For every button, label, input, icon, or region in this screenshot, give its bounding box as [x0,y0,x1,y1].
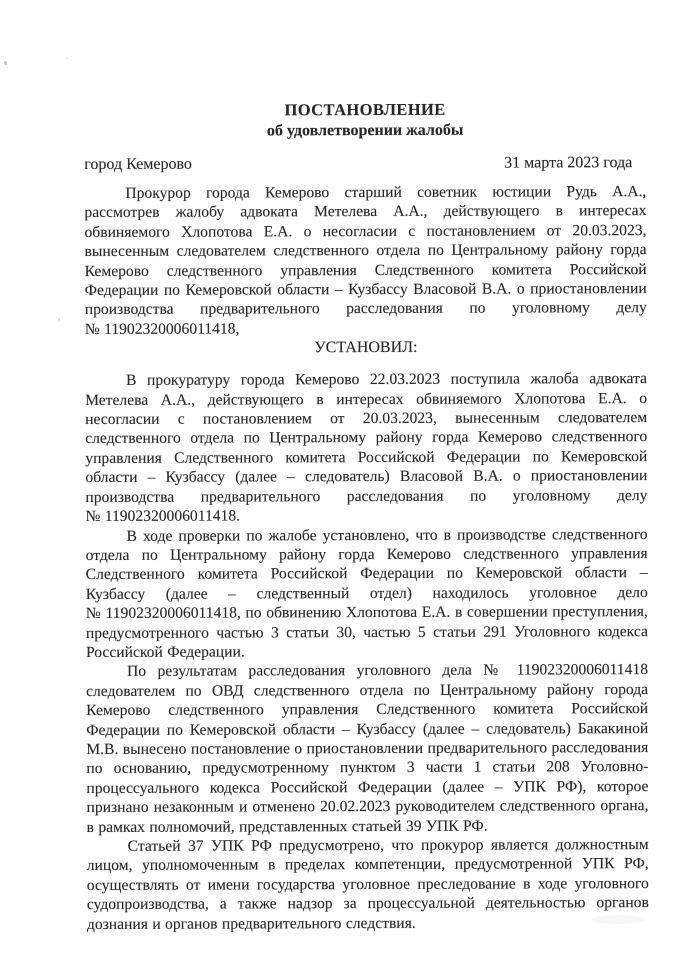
place-date-row [84,153,646,175]
scan-speck [4,61,7,65]
body-paragraph-4: Статьей 37 УПК РФ предусмотрено, что прокурор является должностным лицом, уполномоченным в пределах компетенции, предусмотренной УПК РФ, осуществлять от имени государства уголовное преследование в ходе уголовного судопроизводства, а также надзор за процессуальной деятельностью органов дознания и органов предварительного следствия. [86,836,649,933]
body-paragraph-2: В ходе проверки по жалобе установлено, что в производстве следственного отдела по Центральному району горда Кемерово следственного управления Следственного комитета Российской Федерации по Кемеровской области – Кузбассу (далее – следственный отдел) находилось уголовное дело № 11902320006011418, по обвинению Хлопотова Е.А. в совершении преступления, предусмотренного частью 3 статьи 30, частью 5 статьи 291 Уголовного кодекса Российской Федерации. [85,525,648,661]
body-paragraph-1: В прокуратуру города Кемерово 22.03.2023 поступила жалоба адвоката Метелева А.А., действующего в интересах обвиняемого Хлопотова Е.А. о несогласии с постановлением от 20.03.2023, вынесенным следователем следственного отдела по Центральному району горда Кемерово следственного управления Следственного комитета Российской Федерации по Кемеровской области – Кузбассу (далее – следователь) Власовой В.А. о приостановлении производства предварительного расследования по уголовному делу № 11902320006011418. [85,370,648,526]
document-content [84,98,649,934]
document-subtitle: об удовлетворении жалобы [266,121,464,140]
scan-speck [66,57,68,59]
document-date: 31 марта 2023 года [504,154,633,172]
body-paragraph-3: По результатам расследования уголовного дела № 11902320006011418 следователем по ОВД следственного отдела по Центральному району города Кемерово следственного управления Следственного комитета Российской Федерации по Кемеровской области – Кузбассу (далее – следователь) Бакакиной М.В. вынесено постановление о приостановлении предварительного расследования по основанию, предусмотренному пунктом 3 части 1 статьи 208 Уголовно-процессуального кодекса Российской Федерации (далее – УПК РФ), которое признано незаконным и отменено 20.02.2023 руководителем следственного органа, в рамках полномочий, представленных статьей 39 УПК РФ. [86,661,649,836]
document-place: город Кемерово [84,155,192,173]
intro-paragraph: Прокурор города Кемерово старший советник юстиции Рудь А.А., рассмотрев жалобу адвоката Метелева А.А., действующего в интересах обвиняемого Хлопотова Е.А. о несогласии с постановлением от 20.03.2023, вынесенным следователем следственного отдела по Центральному району горда Кемерово следственного управления Следственного комитета Российской Федерации по Кемеровской области – Кузбассу Власовой В.А. о приостановлении производства предварительного расследования по уголовному делу № 11902320006011418, [84,183,647,338]
document-title: ПОСТАНОВЛЕНИЕ [284,99,446,120]
scan-speck [58,318,60,321]
established-heading: УСТАНОВИЛ: [314,339,418,357]
